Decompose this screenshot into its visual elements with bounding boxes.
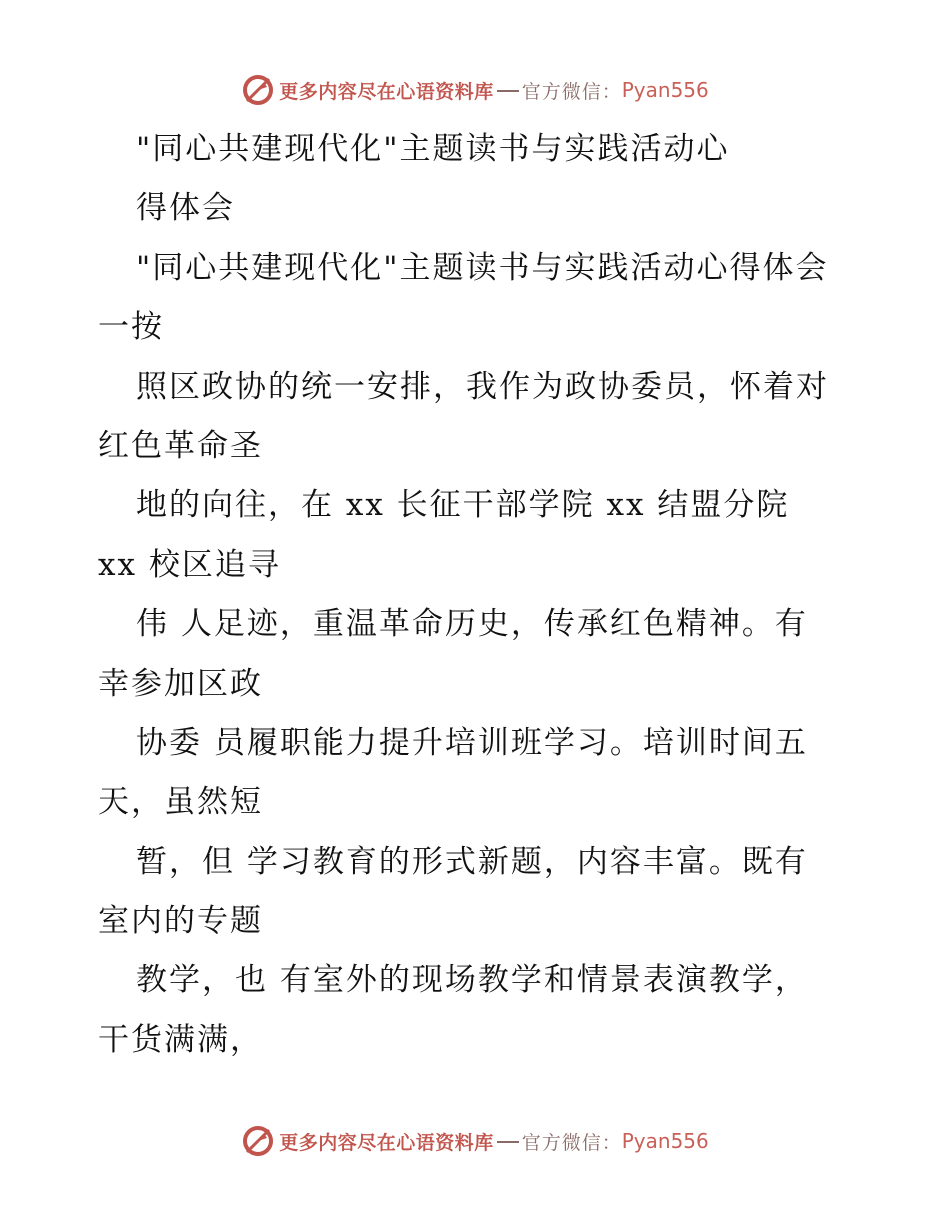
text-line: 红色革命圣 bbox=[98, 427, 263, 464]
text-line: 得体会 bbox=[136, 190, 235, 227]
document-body bbox=[98, 120, 858, 1070]
footer-banner bbox=[0, 1121, 950, 1161]
text-line: 协委 员履职能力提升培训班学习。培训时间五 bbox=[136, 724, 808, 761]
banner-wechat-label: 官方微信： bbox=[521, 80, 622, 103]
text-line: 干货满满， bbox=[98, 1021, 263, 1058]
banner-wechat-id: Pyan556 bbox=[621, 1129, 709, 1153]
banner-site-text: 更多内容尽在心语资料库 bbox=[279, 80, 494, 103]
text-line: 幸参加区政 bbox=[98, 665, 263, 702]
header-banner bbox=[0, 70, 950, 110]
banner-divider bbox=[497, 90, 519, 92]
text-line: xx 校区追寻 bbox=[98, 546, 281, 583]
text-line: 室内的专题 bbox=[98, 903, 263, 940]
text-line: 教学，也 有室外的现场教学和情景表演教学， bbox=[136, 962, 808, 999]
text-line: 地的向往，在 xx 长征干部学院 xx 结盟分院 bbox=[136, 487, 790, 524]
logo-icon bbox=[241, 73, 275, 107]
banner-divider bbox=[497, 1141, 519, 1143]
logo-icon bbox=[241, 1124, 275, 1158]
banner-wechat-id: Pyan556 bbox=[621, 78, 709, 102]
text-line: 一按 bbox=[98, 309, 164, 346]
banner-site-text: 更多内容尽在心语资料库 bbox=[279, 1131, 494, 1154]
text-line: "同心共建现代化"主题读书与实践活动心 bbox=[136, 131, 730, 167]
text-line: "同心共建现代化"主题读书与实践活动心得体会 bbox=[136, 249, 829, 286]
text-line: 照区政协的统一安排，我作为政协委员，怀着对 bbox=[136, 368, 829, 405]
text-line: 天，虽然短 bbox=[98, 784, 263, 821]
banner-wechat-label: 官方微信： bbox=[521, 1131, 622, 1154]
text-line: 暂，但 学习教育的形式新题，内容丰富。既有 bbox=[136, 843, 808, 880]
text-line: 伟 人足迹，重温革命历史，传承红色精神。有 bbox=[136, 606, 808, 643]
